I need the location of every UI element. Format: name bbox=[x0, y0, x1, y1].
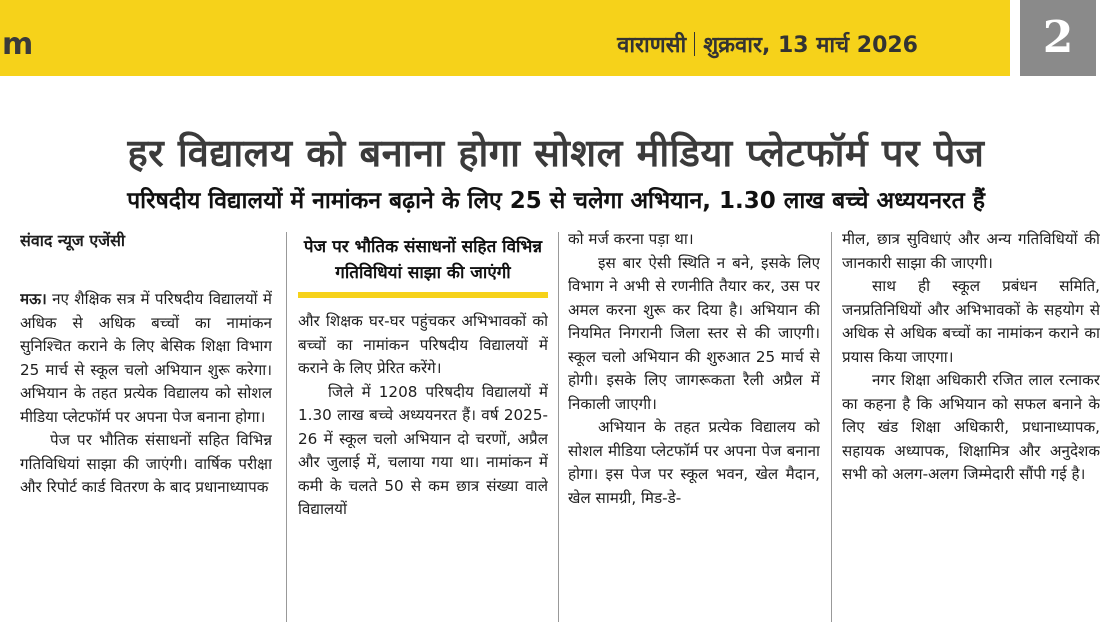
column-rule bbox=[558, 232, 559, 622]
masthead-date: शुक्रवार, 13 मार्च 2026 bbox=[703, 33, 918, 58]
masthead-fragment: m bbox=[2, 27, 34, 62]
column-3 bbox=[568, 228, 820, 630]
column-rule bbox=[831, 232, 832, 622]
paragraph: मील, छात्र सुविधाएं और अन्य गतिविधियों की जानकारी साझा की जाएगी। bbox=[842, 230, 1100, 272]
masthead-city: वाराणसी bbox=[617, 33, 687, 58]
paragraph-text: नए शैक्षिक सत्र में परिषदीय विद्यालयों में अधिक से अधिक बच्चों का नामांकन सुनिश्चित कराने के लिए बेसिक शिक्षा विभाग 25 मार्च से स्कूल चलो अभियान शुरू करेगा। अभियान के तहत प्रत्येक विद्यालय को सोशल मीडिया प्लेटफॉर्म पर अपना पेज बनाना होगा। bbox=[20, 290, 272, 426]
masthead-bar bbox=[0, 0, 1010, 76]
paragraph: जिले में 1208 परिषदीय विद्यालयों में 1.30 लाख बच्चे अध्ययनरत हैं। वर्ष 2025-26 में स्कूल चलो अभियान दो चरणों, अप्रैल और जुलाई में, चलाया गया था। नामांकन में कमी के चलते 50 से कम छात्र संख्या वाले विद्यालयों bbox=[298, 382, 548, 518]
column-4 bbox=[842, 228, 1100, 630]
paragraph: इस बार ऐसी स्थिति न बने, इसके लिए विभाग ने अभी से रणनीति तैयार कर, उस पर अमल करना शुरू कर दिया है। अभियान की नियमित निगरानी जिला स्तर से की जाएगी। स्कूल चलो अभियान की शुरुआत 25 मार्च से होगी। इसके लिए जागरूकता रैली अप्रैल में निकाली जाएगी। bbox=[568, 253, 820, 413]
article-subheadline: परिषदीय विद्यालयों में नामांकन बढ़ाने के लिए 25 से चलेगा अभियान, 1.30 लाख बच्चे अध्ययनरत हैं bbox=[127, 188, 985, 214]
column-rule bbox=[286, 232, 287, 622]
column-2 bbox=[298, 228, 548, 630]
paragraph: पेज पर भौतिक संसाधनों सहित विभिन्न गतिविधियां साझा की जाएंगी। वार्षिक परीक्षा और रिपोर्ट कार्ड वितरण के बाद प्रधानाध्यापक bbox=[20, 431, 272, 496]
column-1 bbox=[20, 228, 272, 630]
masthead-dateline bbox=[617, 32, 918, 60]
byline: संवाद न्यूज एजेंसी bbox=[20, 231, 126, 250]
dateline-divider bbox=[694, 32, 695, 56]
paragraph: अभियान के तहत प्रत्येक विद्यालय को सोशल मीडिया प्लेटफॉर्म पर अपना पेज बनाना होगा। इस पेज पर स्कूल भवन, खेल मैदान, खेल सामग्री, मिड-डे- bbox=[568, 418, 820, 507]
page-number: 2 bbox=[1020, 0, 1096, 76]
article-body bbox=[20, 228, 1100, 630]
paragraph: को मर्ज करना पड़ा था। bbox=[568, 230, 694, 248]
dateline-place: मऊ। bbox=[20, 290, 47, 308]
paragraph: साथ ही स्कूल प्रबंधन समिति, जनप्रतिनिधियों और अभिभावकों के सहयोग से अधिक से अधिक बच्चों का नामांकन कराने का प्रयास किया जाएगा। bbox=[842, 277, 1100, 366]
pull-quote-bar bbox=[298, 292, 548, 298]
article-headline: हर विद्यालय को बनाना होगा सोशल मीडिया प्लेटफॉर्म पर पेज bbox=[127, 131, 985, 175]
paragraph: और शिक्षक घर-घर पहुंचकर अभिभावकों को बच्चों का नामांकन परिषदीय विद्यालयों में कराने के लिए प्रेरित करेंगे। bbox=[298, 312, 548, 377]
paragraph: नगर शिक्षा अधिकारी रजित लाल रत्नाकर का कहना है कि अभियान को सफल बनाने के लिए खंड शिक्षा अधिकारी, प्रधानाध्यापक, सहायक अध्यापक, शिक्षामित्र और अनुदेशक सभी को अलग-अलग जिम्मेदारी सौंपी गई है। bbox=[842, 371, 1100, 483]
pull-quote: पेज पर भौतिक संसाधनों सहित विभिन्न गतिविधियां साझा की जाएंगी bbox=[303, 237, 543, 283]
paragraph bbox=[20, 288, 272, 429]
